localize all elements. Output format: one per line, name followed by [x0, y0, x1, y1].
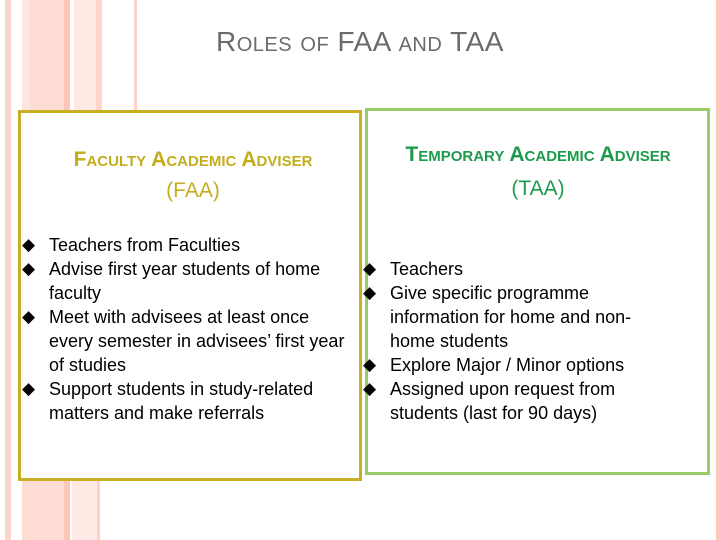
list-item: ◆ Advise first year students of home faculty — [22, 259, 321, 303]
slide-title: Roles of FAA and TAA — [216, 26, 504, 57]
list-item: ◆ Give specific programme information for home and non-home students — [363, 283, 632, 351]
list-item: ◆ Assigned upon request from students (last for 90 days) — [363, 379, 616, 423]
taa-box — [365, 108, 710, 475]
diamond-bullet-icon: ◆ — [363, 379, 377, 398]
faa-list — [22, 233, 352, 425]
faa-abbr: (FAA) — [166, 179, 220, 202]
list-item: ◆ Explore Major / Minor options — [363, 355, 625, 375]
diamond-bullet-icon: ◆ — [22, 235, 36, 254]
faa-heading-text: Faculty Academic Adviser — [73, 148, 313, 171]
taa-abbr: (TAA) — [511, 177, 565, 200]
taa-heading — [388, 142, 688, 201]
faa-heading — [21, 147, 365, 203]
list-item: ◆ Teachers from Faculties — [22, 235, 241, 255]
list-item: ◆ Meet with advisees at least once every semester in advisees’ first year of studies — [22, 307, 345, 375]
diamond-bullet-icon: ◆ — [363, 355, 377, 374]
diamond-bullet-icon: ◆ — [363, 259, 377, 278]
taa-heading-text: Temporary Academic Adviser — [405, 143, 671, 166]
list-item: ◆ Support students in study-related matters and make referrals — [22, 379, 314, 423]
list-item: ◆ Teachers — [363, 259, 464, 279]
diamond-bullet-icon: ◆ — [363, 283, 377, 302]
diamond-bullet-icon: ◆ — [22, 259, 36, 278]
taa-list — [363, 257, 663, 425]
diamond-bullet-icon: ◆ — [22, 379, 36, 398]
diamond-bullet-icon: ◆ — [22, 307, 36, 326]
faa-box — [18, 110, 362, 481]
